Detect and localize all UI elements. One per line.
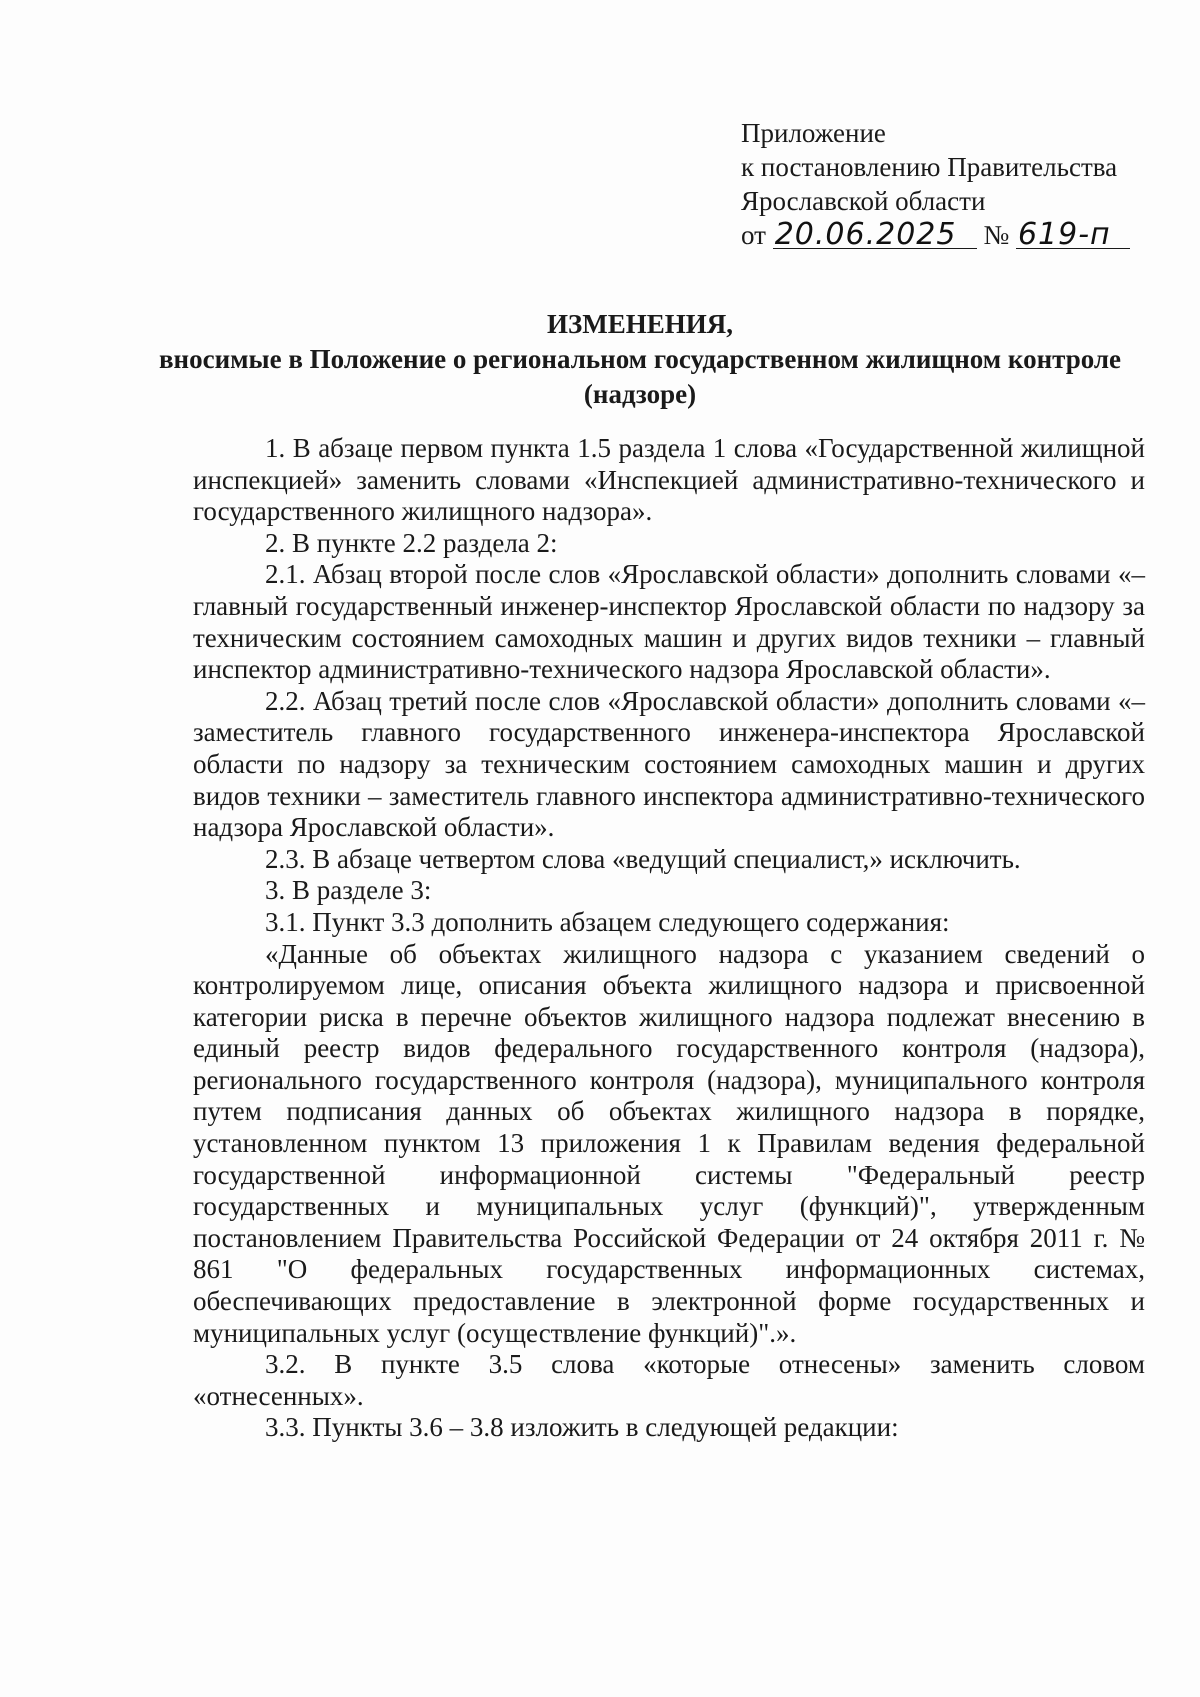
paragraph: 1. В абзаце первом пункта 1.5 раздела 1 слова «Государственной жилищной инспекцией» заменить словами «Инспекцией административно-технического и государственного жилищного надзора». [193, 433, 1145, 527]
appendix-line-1: Приложение [741, 118, 886, 148]
appendix-block [741, 116, 1130, 252]
paragraph: 2.1. Абзац второй после слов «Ярославской области» дополнить словами «– главный государственный инженер-инспектор Ярославской области по надзору за техническим состоянием самоходных машин и других видов техники – главный инспектор административно-технического надзора Ярославской области». [193, 559, 1145, 685]
title-subheading: вносимые в Положение о региональном государственном жилищном контроле (надзоре) [158, 344, 1122, 409]
paragraph: 3. В разделе 3: [265, 875, 432, 906]
title-heading: ИЗМЕНЕНИЯ, [546, 309, 733, 339]
document-title [140, 307, 1140, 412]
paragraph: 3.3. Пункты 3.6 – 3.8 изложить в следующей редакции: [265, 1412, 899, 1443]
paragraph: 2.2. Абзац третий после слов «Ярославской области» дополнить словами «– заместитель главного государственного инженера-инспектора Ярославской области по надзору за техническим состоянием самоходных машин и других видов техники – заместитель главного инспектора административно-технического надзора Ярославской области». [193, 685, 1145, 843]
appendix-line-2: к постановлению Правительства [741, 152, 1118, 182]
handwritten-number: 619-п [1016, 222, 1130, 249]
paragraph: 3.1. Пункт 3.3 дополнить абзацем следующего содержания: [265, 906, 950, 937]
handwritten-date: 20.06.2025 [773, 222, 977, 249]
paragraph: 3.2. В пункте 3.5 слова «которые отнесены» заменить словом «отнесенных». [193, 1349, 1145, 1411]
date-prefix: от [741, 220, 766, 250]
paragraph: «Данные об объектах жилищного надзора с указанием сведений о контролируемом лице, описания объекта жилищного надзора и присвоенной категории риска в перечне объектов жилищного надзора подлежат внесению в единый реестр видов федерального государственного контроля (надзора), регионального государственного контроля (надзора), муниципального контроля путем подписания данных об объектах жилищного надзора в порядке, установленном пунктом 13 приложения 1 к Правилам ведения федеральной государственной информационной системы "Федеральный реестр государственных и муниципальных услуг (функций)", утвержденным постановлением Правительства Российской Федерации от 24 октября 2011 г. № 861 "О федеральных государственных информационных системах, обеспечивающих предоставление в электронной форме государственных и муниципальных услуг (осуществление функций)".». [193, 938, 1145, 1348]
paragraph: 2.3. В абзаце четвертом слова «ведущий специалист,» исключить. [265, 843, 1021, 874]
appendix-date-line [741, 218, 1130, 252]
document-body [193, 433, 1145, 1444]
paragraph: 2. В пункте 2.2 раздела 2: [265, 527, 558, 558]
appendix-line-3: Ярославской области [741, 186, 986, 216]
number-sign: № [983, 220, 1010, 250]
